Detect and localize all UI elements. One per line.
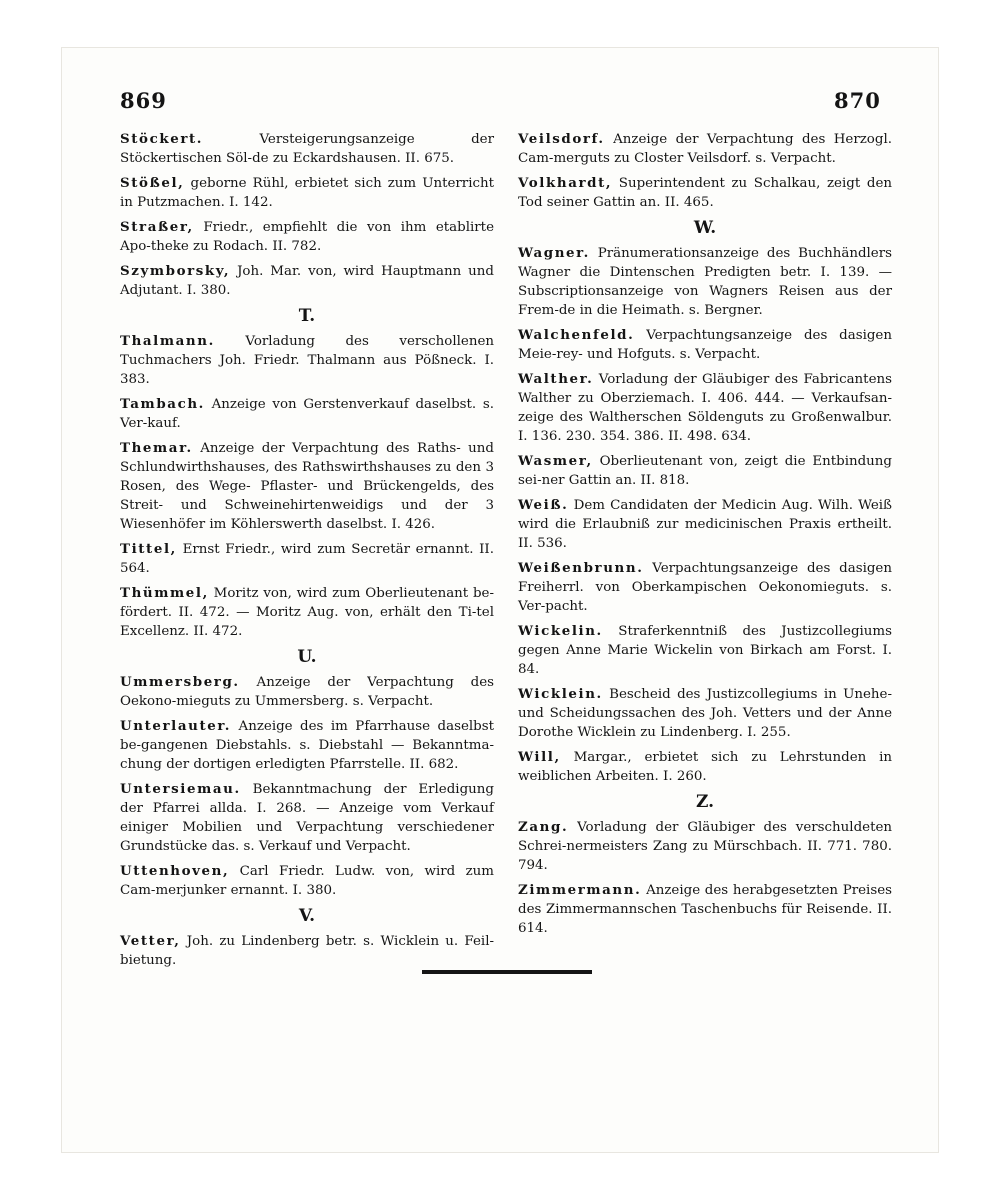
index-entry <box>120 932 494 970</box>
entry-headword: Weiß. <box>518 497 569 513</box>
entry-headword: Walther. <box>518 371 594 387</box>
section-letter: W. <box>693 218 717 238</box>
entry-headword: Zimmermann. <box>518 882 642 898</box>
entry-text: Ernst Friedr., wird zum Secretär ernannt. II. 564. <box>120 542 494 576</box>
left-column <box>120 130 494 976</box>
index-entry <box>120 395 494 433</box>
entry-headword: Thalmann. <box>120 333 215 349</box>
entry-text: Joh. zu Lindenberg betr. s. Wicklein u. Feil-bietung. <box>120 934 494 968</box>
entry-headword: Themar. <box>120 440 193 456</box>
index-entry <box>518 370 892 446</box>
entry-text: Straferkenntniß des Justizcollegiums gegen Anne Marie Wickelin von Birkach am Forst. I. 84. <box>518 624 892 677</box>
entry-text: Anzeige der Verpachtung des Oekono-mieguts zu Ummersberg. s. Verpacht. <box>120 675 495 709</box>
entry-text: Verpachtungsanzeige des dasigen Freiherrl. von Oberkampischen Oekonomieguts. s. Ver-pacht. <box>518 561 892 614</box>
entry-headword: Tittel, <box>120 541 177 557</box>
index-entry <box>518 244 892 320</box>
section-letter: Z. <box>695 792 715 812</box>
index-entry <box>120 218 494 256</box>
index-entry <box>120 130 494 168</box>
entry-headword: Stöckert. <box>120 131 204 147</box>
entry-headword: Ummersberg. <box>120 674 240 690</box>
index-entry <box>120 673 494 711</box>
entry-headword: Vetter, <box>120 933 181 949</box>
right-column <box>518 130 892 944</box>
index-entry <box>120 780 494 856</box>
entry-text: Vorladung der Gläubiger des verschuldeten Schrei-nermeisters Zang zu Mürschbach. II. 771. 780. 794. <box>518 820 892 873</box>
entry-text: Pränumerationsanzeige des Buchhändlers Wagner die Dintenschen Predigten betr. I. 139. — Subscriptionsanzeige von Wagners Reisen aus der Frem-de in die Heimath. s. Bergner. <box>518 246 892 318</box>
entry-text: Verpachtungsanzeige des dasigen Meie-rey- und Hofguts. s. Verpacht. <box>518 328 892 362</box>
entry-text: Anzeige der Verpachtung des Herzogl. Cam-merguts zu Closter Veilsdorf. s. Verpacht. <box>518 132 892 166</box>
entry-text: Oberlieutenant von, zeigt die Entbindung sei-ner Gattin an. II. 818. <box>518 454 892 488</box>
index-entry <box>518 326 892 364</box>
entry-text: Moritz von, wird zum Oberlieutenant be-fördert. II. 472. — Moritz Aug. von, erhält den Ti-tel Excellenz. II. 472. <box>120 586 494 639</box>
index-entry <box>518 496 892 553</box>
index-entry <box>518 452 892 490</box>
entry-headword: Straßer, <box>120 219 194 235</box>
index-entry <box>120 262 494 300</box>
entry-text: Carl Friedr. Ludw. von, wird zum Cam-merjunker ernannt. I. 380. <box>120 864 494 898</box>
entry-headword: Unterlauter. <box>120 718 232 734</box>
entry-text: Bekanntmachung der Erledigung der Pfarrei allda. I. 268. — Anzeige vom Verkauf einiger Mobilien und Verpachtung verschiedener Grundstücke das. s. Verkauf und Verpacht. <box>120 782 494 854</box>
entry-headword: Zang. <box>518 819 569 835</box>
entry-headword: Wicklein. <box>518 686 603 702</box>
entry-text: Vorladung des verschollenen Tuchmachers Joh. Friedr. Thalmann aus Pößneck. I. 383. <box>120 334 494 387</box>
entry-text: Anzeige des herabgesetzten Preises des Zimmermannschen Taschenbuchs für Reisende. II. 614. <box>518 883 893 936</box>
index-entry <box>518 685 892 742</box>
entry-text: Joh. Mar. von, wird Hauptmann und Adjutant. I. 380. <box>120 264 494 298</box>
entry-text: Bescheid des Justizcollegiums in Unehe- und Scheidungssachen des Joh. Vetters und der Anne Dorothe Wicklein zu Lindenberg. I. 255. <box>518 687 892 740</box>
entry-headword: Weißenbrunn. <box>518 560 644 576</box>
index-entry <box>518 881 892 938</box>
entry-headword: Szymborsky, <box>120 263 231 279</box>
entry-headword: Wasmer, <box>518 453 593 469</box>
index-entry <box>518 622 892 679</box>
index-entry <box>120 439 494 534</box>
entry-headword: Stößel, <box>120 175 185 191</box>
end-rule <box>422 970 592 974</box>
index-entry <box>120 862 494 900</box>
entry-text: Vorladung der Gläubiger des Fabricantens Walther zu Oberziemach. I. 406. 444. — Verkaufsan-zeige des Waltherschen Söldenguts zu Großenwalbur. I. 136. 230. 354. 386. II. 498. 634. <box>518 372 892 444</box>
entry-headword: Walchenfeld. <box>518 327 635 343</box>
entry-headword: Wagner. <box>518 245 590 261</box>
page-number-left: 869 <box>120 88 167 113</box>
entry-text: Anzeige des im Pfarrhause daselbst be-gangenen Diebstahls. s. Diebstahl — Bekanntma-chung der dortigen erledigten Pfarrstelle. II. 682. <box>120 719 495 772</box>
entry-headword: Uttenhoven, <box>120 863 230 879</box>
entry-text: Dem Candidaten der Medicin Aug. Wilh. Weiß wird die Erlaubniß zur medicinischen Praxis ertheilt. II. 536. <box>518 498 892 551</box>
entry-headword: Wickelin. <box>518 623 603 639</box>
index-entry <box>120 584 494 641</box>
index-entry <box>120 174 494 212</box>
index-entry <box>518 748 892 786</box>
entry-text: Superintendent zu Schalkau, zeigt den Tod seiner Gattin an. II. 465. <box>518 176 892 210</box>
section-letter: T. <box>298 306 316 326</box>
index-entry <box>120 717 494 774</box>
index-entry <box>120 540 494 578</box>
section-letter: U. <box>297 647 317 667</box>
entry-text: Anzeige der Verpachtung des Raths- und Schlundwirthshauses, des Rathswirthshauses zu den 3 Rosen, des Wege- Pflaster- und Brückengelds, des Streit- und Schweinehirtenweidigs und der 3 Wiesenhöfer im Köhlerswerth daselbst. I. 426. <box>120 441 494 532</box>
book-page <box>62 48 938 1152</box>
entry-text: Friedr., empfiehlt die von ihm etablirte Apo-theke zu Rodach. II. 782. <box>120 220 494 254</box>
section-letter: V. <box>298 906 316 926</box>
entry-text: geborne Rühl, erbietet sich zum Unterricht in Putzmachen. I. 142. <box>120 176 494 210</box>
entry-text: Margar., erbietet sich zu Lehrstunden in weiblichen Arbeiten. I. 260. <box>518 750 892 784</box>
index-entry <box>120 332 494 389</box>
entry-headword: Volkhardt, <box>518 175 613 191</box>
entry-text: Versteigerungsanzeige der Stöckertischen Söl-de zu Eckardshausen. II. 675. <box>120 132 494 166</box>
index-entry <box>518 559 892 616</box>
page-number-right: 870 <box>834 88 881 113</box>
entry-headword: Thümmel, <box>120 585 209 601</box>
index-entry <box>518 130 892 168</box>
entry-headword: Tambach. <box>120 396 205 412</box>
entry-text: Anzeige von Gerstenverkauf daselbst. s. Ver-kauf. <box>120 397 494 431</box>
entry-headword: Untersiemau. <box>120 781 241 797</box>
entry-headword: Will, <box>518 749 561 765</box>
index-entry <box>518 174 892 212</box>
index-entry <box>518 818 892 875</box>
entry-headword: Veilsdorf. <box>518 131 605 147</box>
